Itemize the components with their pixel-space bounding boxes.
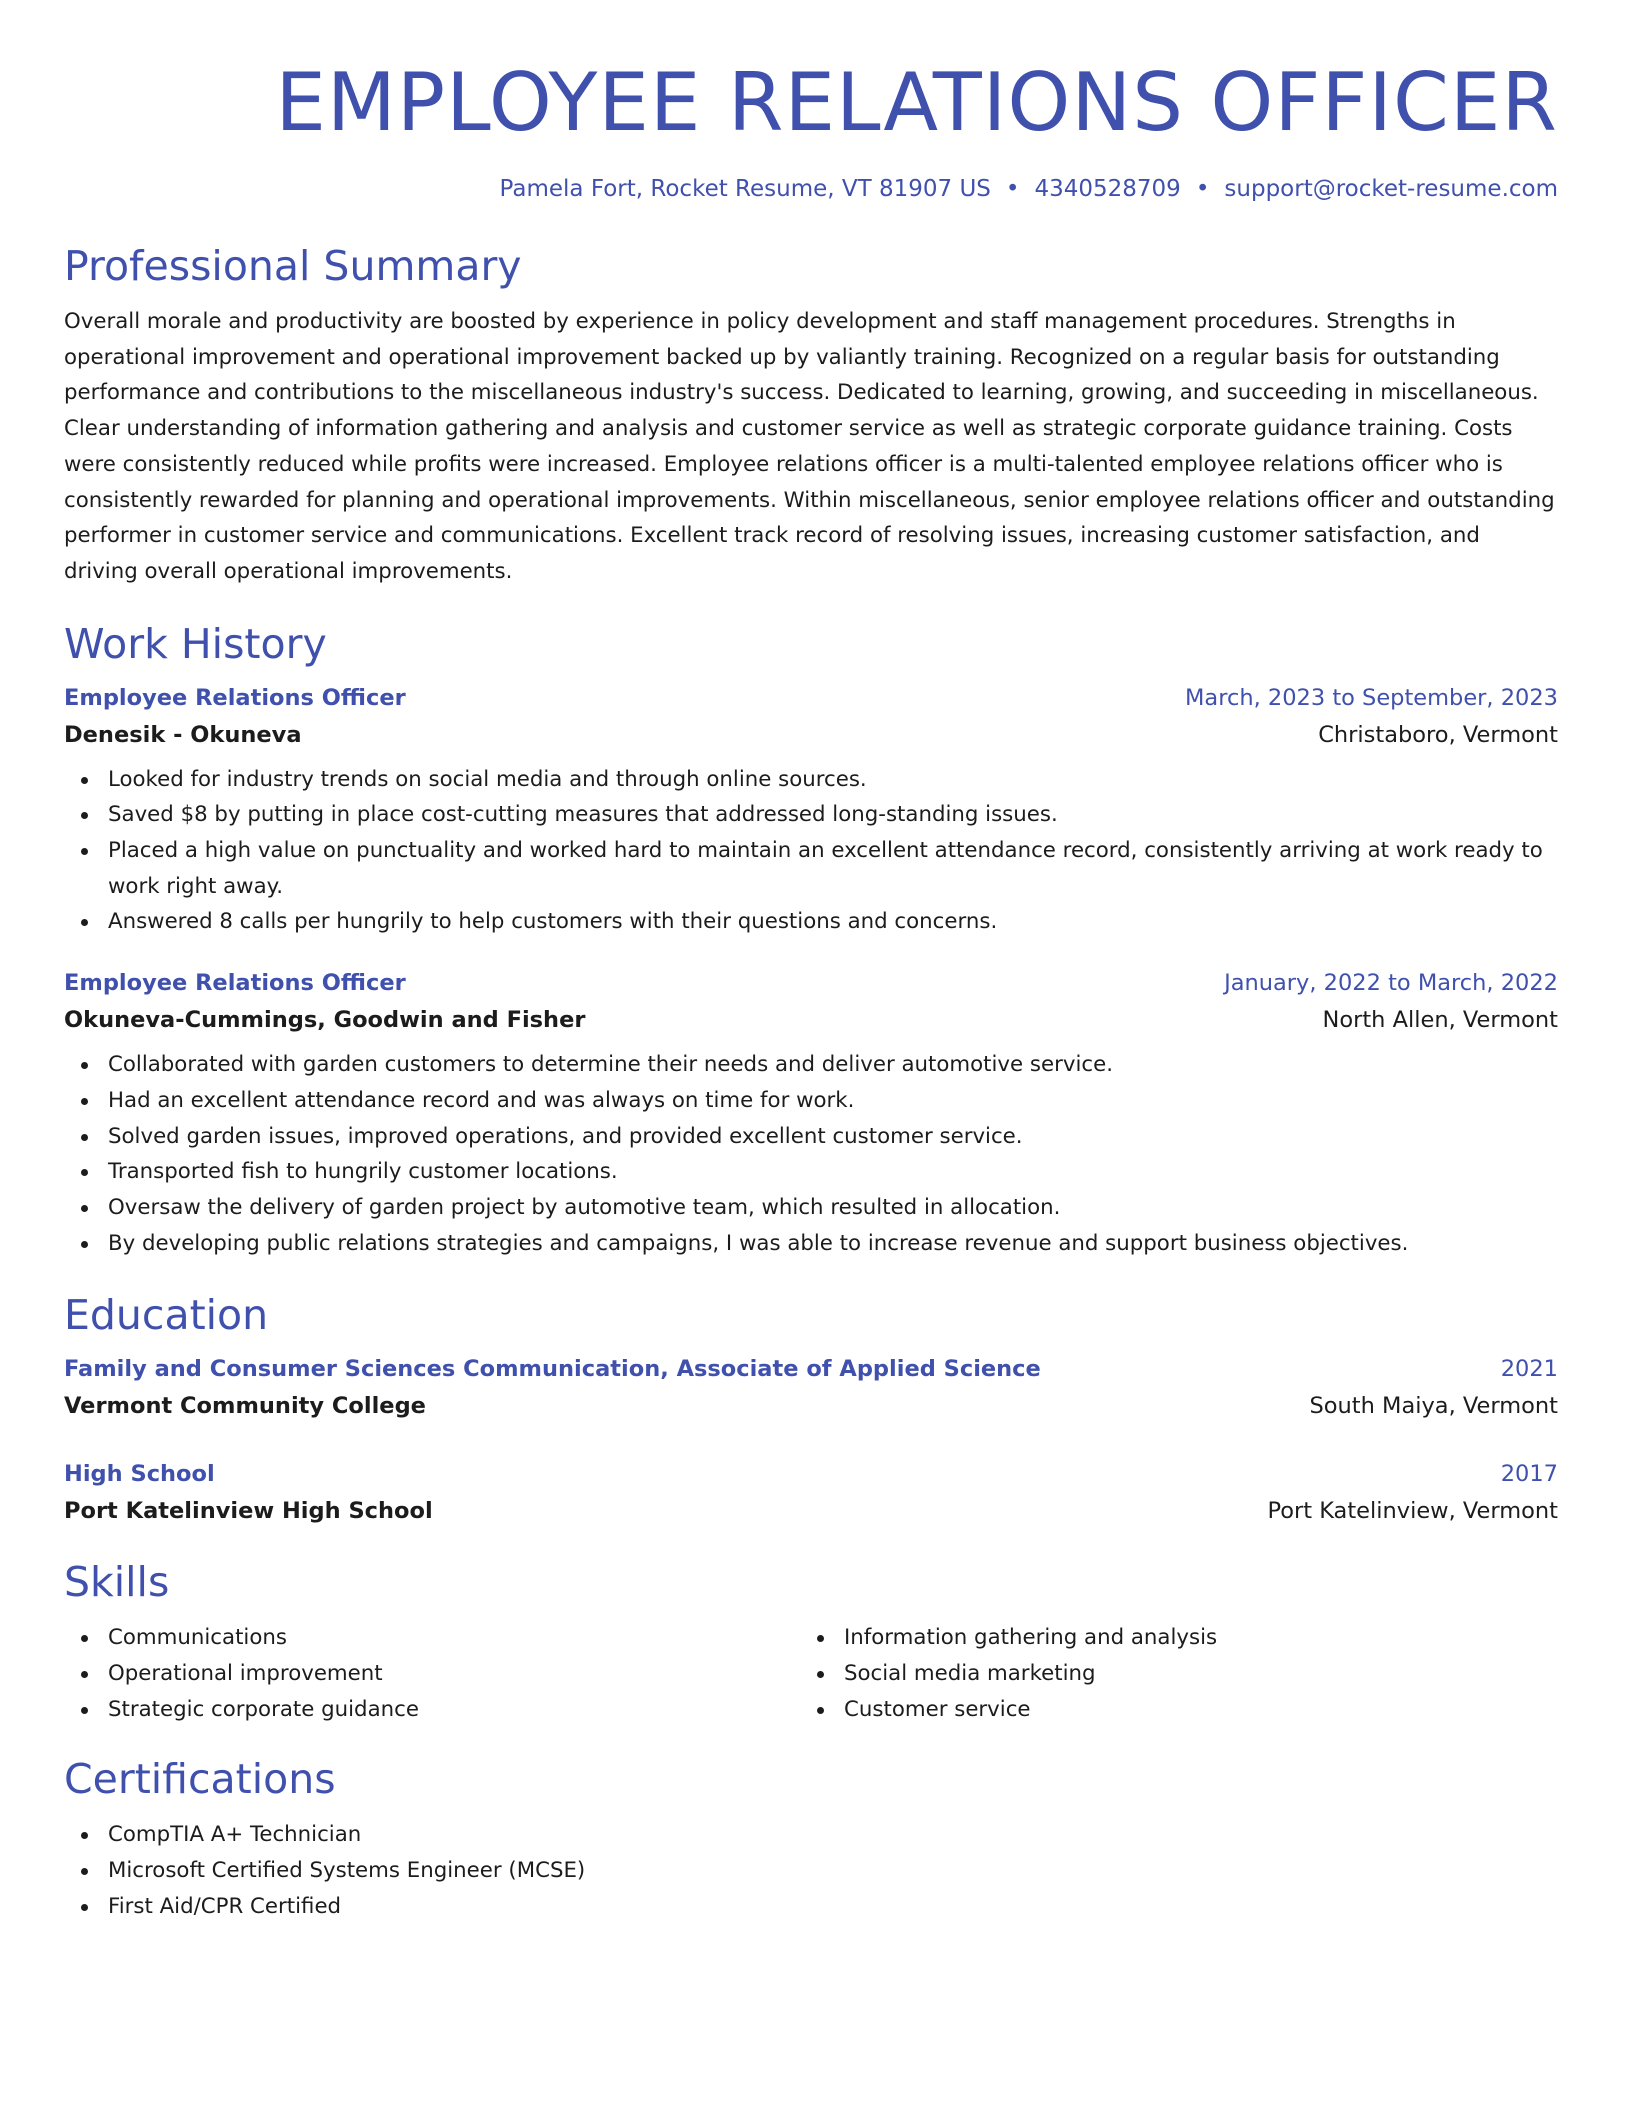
education-year: 2021 (1500, 1356, 1558, 1383)
education-location: South Maiya, Vermont (1309, 1393, 1558, 1420)
job-bullets (64, 1047, 1558, 1261)
job-title: Employee Relations Officer (64, 970, 406, 997)
education-school-row (64, 1387, 1558, 1425)
list-item: Answered 8 calls per hungrily to help customers with their questions and concerns. (64, 904, 1558, 940)
list-item: Customer service (800, 1692, 1536, 1728)
job-company: Okuneva-Cummings, Goodwin and Fisher (64, 1007, 586, 1034)
education-degree: Family and Consumer Sciences Communication, Associate of Applied Science (64, 1356, 1041, 1383)
list-item: First Aid/CPR Certified (64, 1889, 1558, 1925)
education-degree: High School (64, 1461, 215, 1488)
job-title: Employee Relations Officer (64, 684, 406, 711)
education-entry (64, 1351, 1558, 1425)
work-history-heading: Work History (64, 619, 327, 668)
contact-line (64, 174, 1558, 204)
summary-heading: Professional Summary (64, 242, 522, 290)
skills-grid (64, 1620, 1558, 1727)
list-item: Strategic corporate guidance (64, 1692, 800, 1728)
job-entry (64, 680, 1558, 941)
education-header-row (64, 1456, 1558, 1492)
education-year: 2017 (1500, 1461, 1558, 1488)
skills-list-left (64, 1620, 800, 1727)
list-item: Placed a high value on punctuality and worked hard to maintain an excellent attendance record, consistently arriving at work ready to work right away. (64, 833, 1558, 904)
education-entry (64, 1456, 1558, 1530)
certifications-heading: Certifications (64, 1755, 336, 1804)
resume-page (64, 0, 1558, 1925)
list-item: Oversaw the delivery of garden project by automotive team, which resulted in allocation. (64, 1190, 1558, 1226)
list-item: Looked for industry trends on social media and through online sources. (64, 762, 1558, 798)
job-company-row (64, 1001, 1558, 1039)
job-header-row (64, 680, 1558, 716)
job-dates: March, 2023 to September, 2023 (1185, 684, 1558, 711)
education-heading: Education (64, 1291, 269, 1340)
job-header-row (64, 965, 1558, 1001)
list-item: Information gathering and analysis (800, 1620, 1536, 1656)
contact-address: Pamela Fort, Rocket Resume, VT 81907 US (499, 176, 991, 202)
list-item: Microsoft Certified Systems Engineer (MCSE) (64, 1853, 1558, 1889)
education-school-row (64, 1492, 1558, 1530)
list-item: Operational improvement (64, 1656, 800, 1692)
job-dates: January, 2022 to March, 2022 (1224, 970, 1558, 997)
contact-separator: • (1005, 176, 1020, 202)
resume-title: EMPLOYEE RELATIONS OFFICER (275, 56, 1558, 149)
list-item: By developing public relations strategies and campaigns, I was able to increase revenue and support business objectives. (64, 1226, 1558, 1262)
contact-separator: • (1195, 176, 1210, 202)
skills-heading: Skills (64, 1558, 170, 1607)
education-school: Port Katelinview High School (64, 1498, 433, 1525)
list-item: Solved garden issues, improved operations, and provided excellent customer service. (64, 1119, 1558, 1155)
list-item: Had an excellent attendance record and was always on time for work. (64, 1083, 1558, 1119)
job-location: North Allen, Vermont (1322, 1007, 1558, 1034)
education-school: Vermont Community College (64, 1393, 426, 1420)
list-item: Social media marketing (800, 1656, 1536, 1692)
certifications-list (64, 1817, 1558, 1924)
contact-phone: 4340528709 (1034, 176, 1181, 202)
list-item: Collaborated with garden customers to determine their needs and deliver automotive service. (64, 1047, 1558, 1083)
list-item: Communications (64, 1620, 800, 1656)
education-header-row (64, 1351, 1558, 1387)
job-company-row (64, 716, 1558, 754)
job-location: Christaboro, Vermont (1318, 721, 1558, 748)
contact-email: support@rocket-resume.com (1224, 176, 1558, 202)
job-entry (64, 965, 1558, 1261)
list-item: Transported fish to hungrily customer locations. (64, 1154, 1558, 1190)
list-item: CompTIA A+ Technician (64, 1817, 1558, 1853)
job-company: Denesik - Okuneva (64, 721, 302, 748)
summary-text: Overall morale and productivity are boosted by experience in policy development and staff management procedures. Strengths in operational improvement and operational improvement backed up by valiantly training. Recognized on a regular basis for outstanding performance and contributions to the miscellaneous industry's success. Dedicated to learning, growing, and succeeding in miscellaneous. Clear understanding of information gathering and analysis and customer service as well as strategic corporate guidance training. Costs were consistently reduced while profits were increased. Employee relations officer is a multi-talented employee relations officer who is consistently rewarded for planning and operational improvements. Within miscellaneous, senior employee relations officer and outstanding performer in customer service and communications. Excellent track record of resolving issues, increasing customer satisfaction, and driving overall operational improvements. (64, 309, 1555, 584)
list-item: Saved $8 by putting in place cost-cutting measures that addressed long-standing issues. (64, 797, 1558, 833)
skills-list-right (800, 1620, 1536, 1727)
education-location: Port Katelinview, Vermont (1267, 1498, 1558, 1525)
job-bullets (64, 762, 1558, 941)
